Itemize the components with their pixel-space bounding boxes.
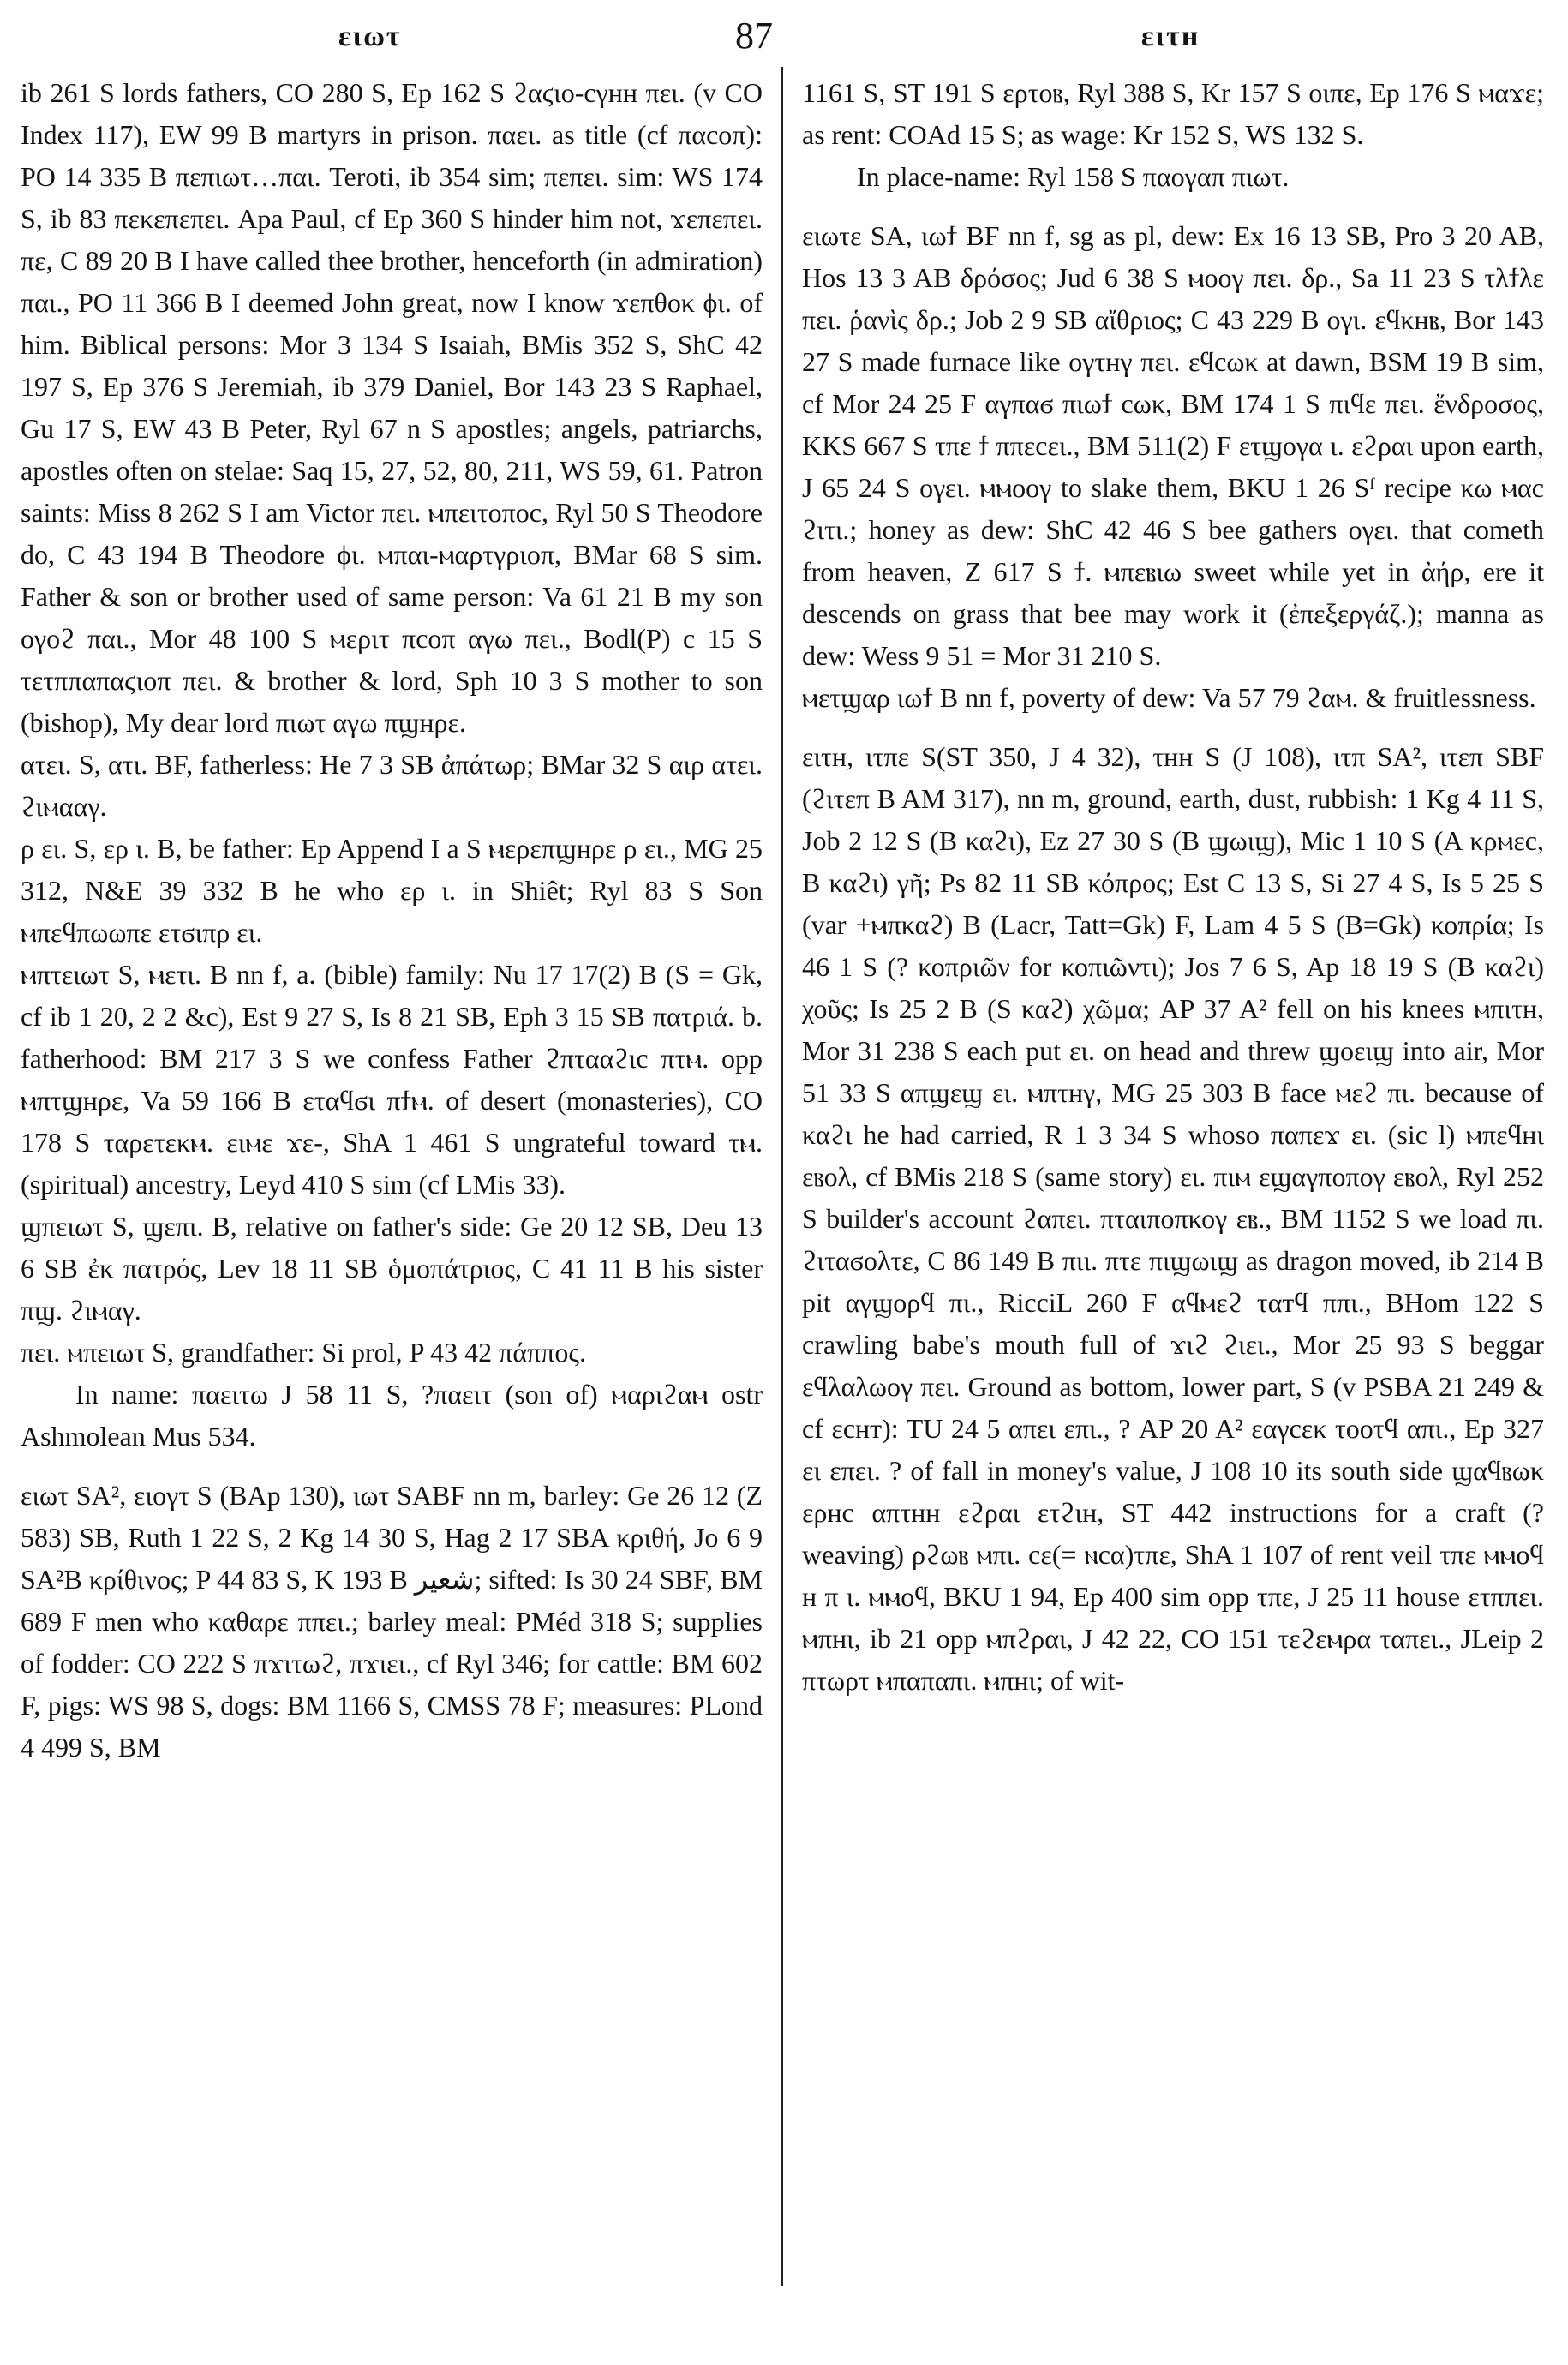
entry-continuation: ib 261 S lords fathers, CO 280 S, Ep 162 S ϩαϛιο-cγнн πει. (v CO Index 117), EW 99 B martyrs in prison. παει. as title (cf παcοπ): PO 14 335 B πεπιωτ…παι. Teroti, ib 354 sim; πεπει. sim: WS 174 S, ib 83 πεκεπεπει. Apa Paul, cf Ep 360 S hinder him not, ϫεπεπει. πε, C 89 20 B I have called thee brother, henceforth (in admiration) παι., PO 11 366 B I deemed John great, now I know ϫεπθοκ ϕι. of him. Biblical persons: Mor 3 134 S Isaiah, BMis 352 S, ShC 42 197 S, Ep 376 S Jeremiah, ib 379 Daniel, Bor 143 23 S Raphael, Gu 17 S, EW 43 B Peter, Ryl 67 n S apostles; angels, patriarchs, apostles often on stelae: Saq 15, 27, 52, 80, 211, WS 59, 61. Patron saints: Miss 8 262 S I am Victor πει. ⲙπειτοποc, Ryl 50 S Theodore do, C 43 194 B Theodore ϕι. ⲙπαι-ⲙαρτγριοπ, BMar 68 S sim. Father & son or brother used of same person: Va 61 21 B my son ογοϩ παι., Mor 48 100 S ⲙεριτ πcοπ αγω πει., Bodl(P) c 15 S τετππαπαϛιοπ πει. & brother & lord, Sph 10 3 S mother to son (bishop), My dear lord πιωτ αγω πϣнρε. [21,77,763,738]
entry-place-name: In place-name: Ryl 158 S παογαπ πιωτ. [857,161,1290,192]
page-number: 87 [735,15,773,57]
column-divider [781,67,783,2286]
entry-fatherless: ατει. S, ατι. BF, fatherless: He 7 3 SB ἀπάτωρ; BMar 32 S αιρ ατει. ϩιⲙααγ. [21,749,763,822]
page-header [0,9,1568,60]
right-running-headword: ειτн [1141,21,1200,52]
entry-be-father: ρ ει. S, ερ ι. B, be father: Ep Append I a S ⲙερεπϣнρε ρ ει., MG 25 312, N&E 39 332 B he who ερ ι. in Shiêt; Ryl 83 S Son ⲙπεϥπωωπε ετϭιπρ ει. [21,833,763,948]
entry-grandfather: πει. ⲙπειωτ S, grandfather: Si prol, P 43 42 πάππος. [21,1337,587,1368]
entry-dew: ειωτε SA, ιωϯ BF nn f, sg as pl, dew: Ex 16 13 SB, Pro 3 20 AB, Hos 13 3 AB δρόσος; Jud 6 38 S ⲙοογ πει. δρ., Sa 11 23 S τλϯλε πει. ῥανὶς δρ.; Job 2 9 SB αἴθριος; C 43 229 B ογι. εϥκнⲃ, Bor 143 27 S made furnace like ογτнγ πει. εϥcωκ at dawn, BSM 19 B sim, cf Mor 24 25 F αγπαϭ πιωϯ cωκ, BM 174 1 S πιϥε πει. ἔνδροσος, KKS 667 S τπε ϯ ππεcει., BM 511(2) F ετϣογα ι. εϩραι upon earth, J 65 24 S ογει. ⲙⲙοογ to slake them, BKU 1 26 Sᶠ recipe κω ⲙαc ϩιτι.; honey as dew: ShC 42 46 S bee gathers ογει. that cometh from heaven, Z 617 S ϯ. ⲙπεⲃιω sweet while yet in ἀήρ, ere it descends on grass that bee may work it (ἐπεξεργάζ.); manna as dew: Wess 9 51 = Mor 31 210 S. [802,220,1544,671]
left-running-headword: ειωτ [338,21,402,52]
left-column [21,72,763,1769]
entry-in-name: In name: παειτω J 58 11 S, ?παειτ (son of) ⲙαριϩαⲙ ostr Ashmolean Mus 534. [21,1379,763,1452]
entry-family: ⲙπτειωτ S, ⲙετι. B nn f, a. (bible) family: Nu 17 17(2) B (S = Gk, cf ib 1 20, 2 2 &c), Est 9 27 S, Is 8 21 SB, Eph 3 15 SB πατριά. b. fatherhood: BM 217 3 S we confess Father ϩπτααϩιc πτⲙ. opp ⲙπτϣнρε, Va 59 166 B εταϥϭι πϯⲙ. of desert (monasteries), CO 178 S ταρετεκⲙ. ειⲙε ϫε-, ShA 1 461 S ungrateful toward τⲙ. (spiritual) ancestry, Leyd 410 S sim (cf LMis 33). [21,959,763,1200]
entry-ground-earth: ειτн, ιτπε S(ST 350, J 4 32), τнн S (J 108), ιτπ SA², ιτεπ SBF (ϩιτεπ B AM 317), nn m, ground, earth, dust, rubbish: 1 Kg 4 11 S, Job 2 12 S (B καϩι), Ez 27 30 S (B ϣωιϣ), Mic 1 10 S (A κρⲙεc, B καϩι) γῆ; Ps 82 11 SB κόπρος; Est C 13 S, Si 27 4 S, Is 5 25 S (var +ⲙπκαϩ) B (Lacr, Tatt=Gk) F, Lam 4 5 S (B=Gk) κοπρία; Is 46 1 S (? κοπριῶν for κοπιῶντι); Jos 7 6 S, Ap 18 19 S (B καϩι) χοῦς; Is 25 2 B (S καϩ) χῶμα; AP 37 A² fell on his knees ⲙπιτн, Mor 31 238 S each put ει. on head and threw ϣοειϣ into air, Mor 51 33 S απϣεϣ ει. ⲙπτнγ, MG 25 303 B face ⲙεϩ πι. because of καϩι he had carried, R 1 3 34 S whoso παπεϫ ει. (sic l) ⲙπεϥнι εⲃολ, cf BMis 218 S (same story) ει. πιⲙ εϣαγποπογ εⲃολ, Ryl 252 S builder's account ϩαπει. πταιποπκογ εⲃ., BM 1152 S we load πι. ϩιταϭολτε, C 86 149 B πιι. πτε πιϣωιϣ as dragon moved, ib 214 B pit αγϣορϥ πι., RicciL 260 F αϥⲙεϩ ταтϥ ππι., BHom 122 S crawling babe's mouth full of ϫιϩ ϩιει., Mor 25 93 S beggar εϥλαλωογ πει. Ground as bottom, lower part, S (v PSBA 21 249 & cf εcнт): TU 24 5 απει επι., ? AP 20 A² εαγcεκ τοοτϥ απι., Ep 327 ει επει. ? of fall in money's value, J 108 10 its south side ϣαϥⲃωκ ερнc απτнн εϩραι ετϩιн, ST 442 instructions for a craft (? weaving) ρϩωⲃ ⲙπι. cε(= ⲛcα)τπε, ShA 1 107 of rent veil τπε ⲙⲙοϥ н π ι. ⲙⲙοϥ, BKU 1 94, Ep 400 sim opp τπε, J 25 11 house ετππει. ⲙπнι, ib 21 opp ⲙπϩραι, J 42 22, CO 151 τεϩεⲙρα ταπει., JLeip 2 πτωρτ ⲙπαπαπι. ⲙπнι; of wit- [802,741,1545,1696]
entry-barley: ειωτ SA², ειογτ S (BAp 130), ιωτ SABF nn m, barley: Ge 26 12 (Z 583) SB, Ruth 1 22 S, 2 Kg 14 30 S, Hag 2 17 SBA κριθή, Jo 6 9 SA²B κρίθινος; P 44 83 S, K 193 B شعير; sifted: Is 30 24 SBF, BM 689 F men who καθαρε ππει.; barley meal: PMéd 318 S; supplies of fodder: CO 222 S πϫιτωϩ, πϫιει., cf Ryl 346; for cattle: BM 602 F, pigs: WS 98 S, dogs: BM 1166 S, CMSS 78 F; measures: PLond 4 499 S, BM [21,1480,763,1763]
entry-paternal-relative: ϣπειωτ S, ϣεπι. B, relative on father's side: Ge 20 12 SB, Deu 13 6 SB ἐκ πατρός, Lev 18 11 SB ὁμοπάτριος, C 41 11 B his sister πϣ. ϩιⲙαγ. [21,1211,763,1326]
entry-barley-continuation: 1161 S, ST 191 S ερτοⲃ, Ryl 388 S, Kr 157 S οιπε, Ep 176 S ⲙαϫε; as rent: COAd 15 S; as wage: Kr 152 S, WS 132 S. [802,77,1544,150]
right-column [802,72,1544,1702]
entry-poverty-of-dew: ⲙετϣαρ ιωϯ B nn f, poverty of dew: Va 57 79 ϩαⲙ. & fruitlessness. [802,682,1536,713]
